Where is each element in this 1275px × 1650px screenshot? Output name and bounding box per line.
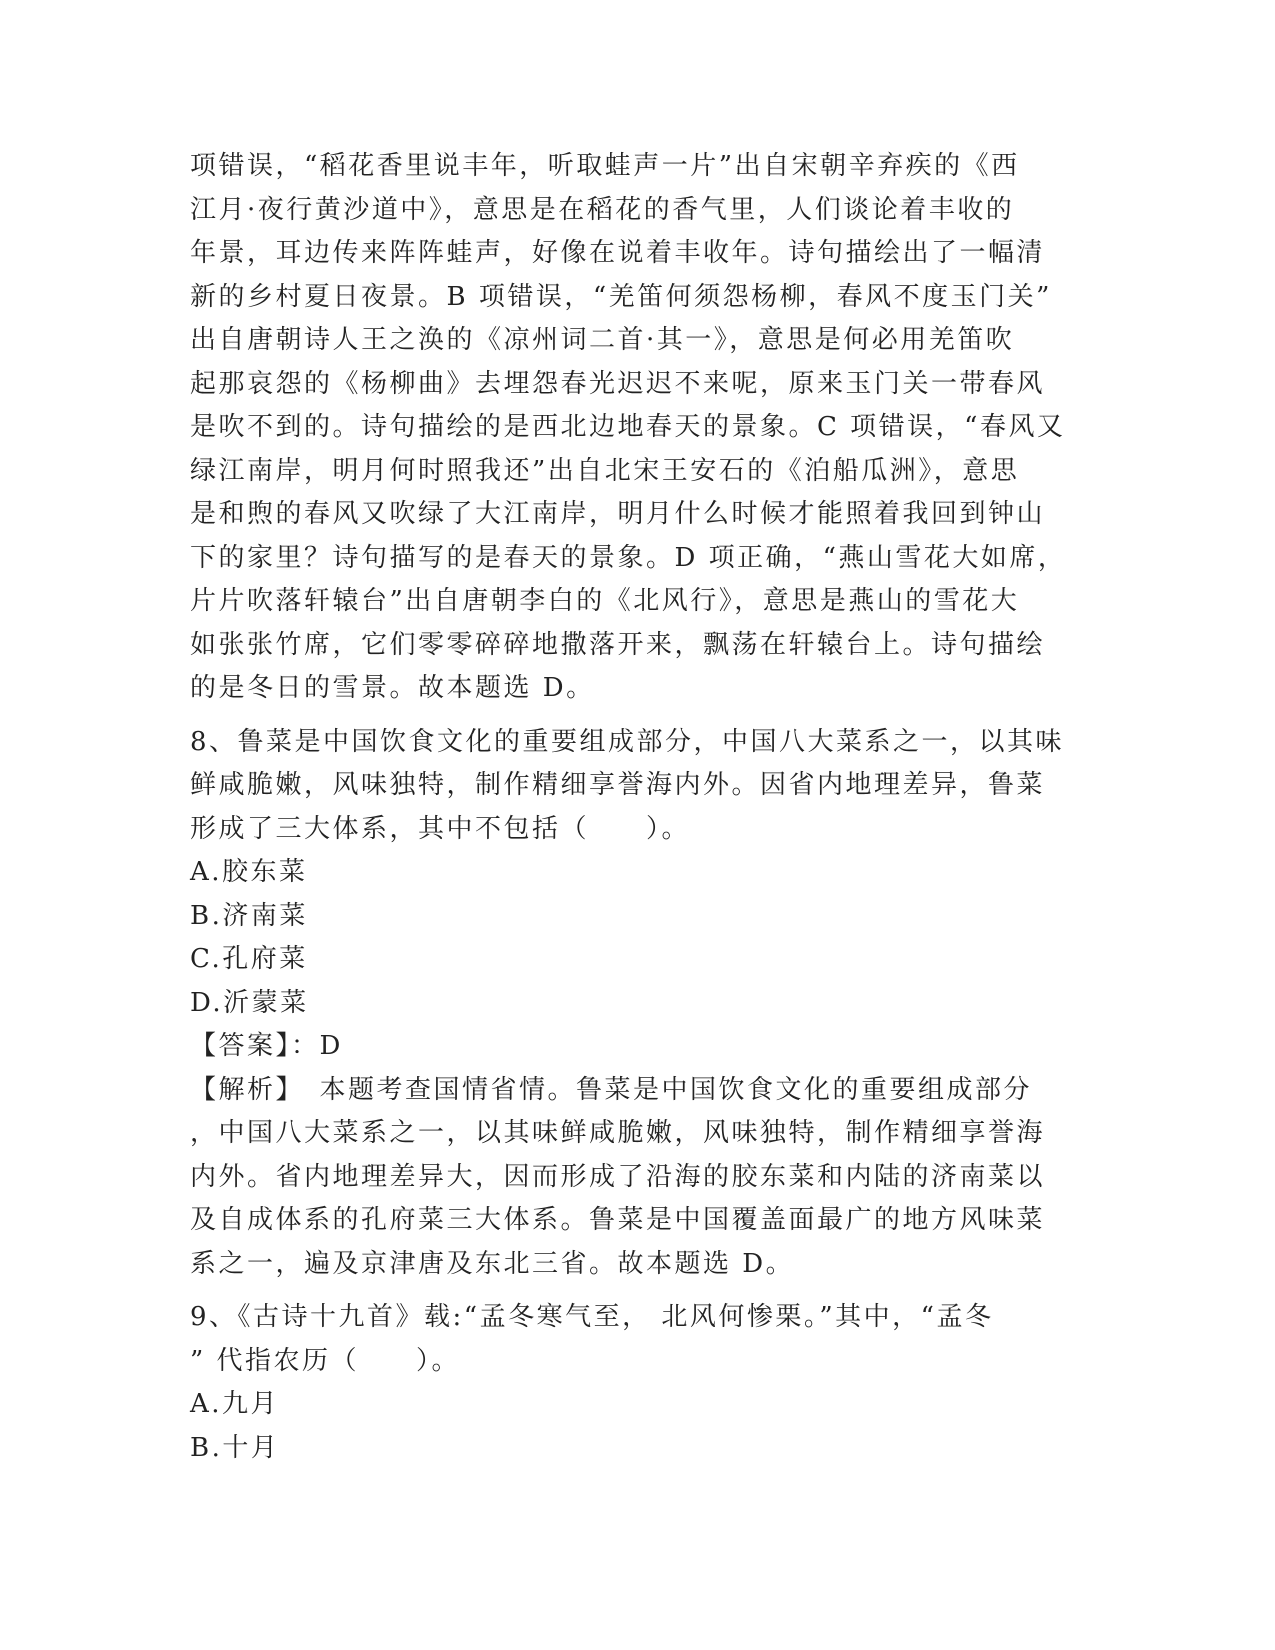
question-stem-line: ” 代指农历（ ）。 — [190, 1345, 461, 1376]
question-8 — [190, 721, 1075, 1287]
analysis-line: 内外。省内地理差异大，因而形成了沿海的胶东菜和内陆的济南菜以 — [190, 1161, 1046, 1192]
question-9 — [190, 1296, 1075, 1470]
paragraph-line: 片片吹落轩辕台”出自唐朝李白的《北风行》，意思是燕山的雪花大 — [190, 586, 1020, 616]
option-a: A.九月 — [190, 1389, 280, 1419]
question-stem-line: 鲜咸脆嫩，风味独特，制作精细享誉海内外。因省内地理差异，鲁菜 — [190, 770, 1046, 800]
analysis-line: 及自成体系的孔府菜三大体系。鲁菜是中国覆盖面最广的地方风味菜 — [190, 1205, 1046, 1235]
paragraph-line: 是吹不到的。诗句描绘的是西北边地春天的景象。C 项错误，“春风又 — [190, 412, 1066, 442]
option-b: B.济南菜 — [190, 900, 308, 931]
paragraph-line: 如张张竹席，它们零零碎碎地撒落开来，飘荡在轩辕台上。诗句描绘 — [190, 629, 1046, 660]
paragraph-line: 起那哀怨的《杨柳曲》去埋怨春光迟迟不来呢，原来玉门关一带春风 — [190, 368, 1046, 399]
paragraph-line: 下的家里？诗句描写的是春天的景象。D 项正确，“燕山雪花大如席， — [190, 542, 1067, 573]
analysis-line: 系之一，遍及京津唐及东北三省。故本题选 D。 — [190, 1248, 795, 1279]
analysis-line: 【解析】 本题考查国情省情。鲁菜是中国饮食文化的重要组成部分 — [190, 1074, 1033, 1105]
question-stem-line: 8、鲁菜是中国饮食文化的重要组成部分，中国八大菜系之一，以其味 — [190, 726, 1065, 757]
paragraph-line: 新的乡村夏日夜景。B 项错误，“羌笛何须怨杨柳，春风不度玉门关” — [190, 281, 1052, 312]
answer: 【答案】：D — [190, 1031, 343, 1061]
paragraph-line: 出自唐朝诗人王之涣的《凉州词二首·其一》，意思是何必用羌笛吹 — [190, 325, 1015, 355]
paragraph-line: 江月·夜行黄沙道中》，意思是在稻花的香气里，人们谈论着丰收的 — [190, 194, 1015, 225]
paragraph-line: 绿江南岸，明月何时照我还”出自北宋王安石的《泊船瓜洲》，意思 — [190, 455, 1020, 486]
analysis-line: ，中国八大菜系之一，以其味鲜咸脆嫩，风味独特，制作精细享誉海 — [190, 1118, 1046, 1148]
option-b: B.十月 — [190, 1432, 280, 1463]
paragraph-line: 年景，耳边传来阵阵蛙声，好像在说着丰收年。诗句描绘出了一幅清 — [190, 238, 1046, 268]
question-stem-line: 形成了三大体系，其中不包括（ ）。 — [190, 813, 691, 844]
previous-explanation — [190, 145, 1075, 711]
paragraph-line: 项错误，“稻花香里说丰年，听取蛙声一片”出自宋朝辛弃疾的《西 — [190, 151, 1020, 181]
option-d: D.沂蒙菜 — [190, 987, 309, 1018]
option-c: C.孔府菜 — [190, 944, 308, 974]
question-stem-line: 9、《古诗十九首》载:“孟冬寒气至， 北风何惨栗。”其中，“孟冬 — [190, 1302, 994, 1332]
spacer — [190, 1286, 1075, 1296]
spacer — [190, 711, 1075, 721]
paragraph-line: 是和煦的春风又吹绿了大江南岸，明月什么时候才能照着我回到钟山 — [190, 499, 1046, 529]
paragraph-line: 的是冬日的雪景。故本题选 D。 — [190, 673, 595, 703]
option-a: A.胶东菜 — [190, 857, 308, 887]
